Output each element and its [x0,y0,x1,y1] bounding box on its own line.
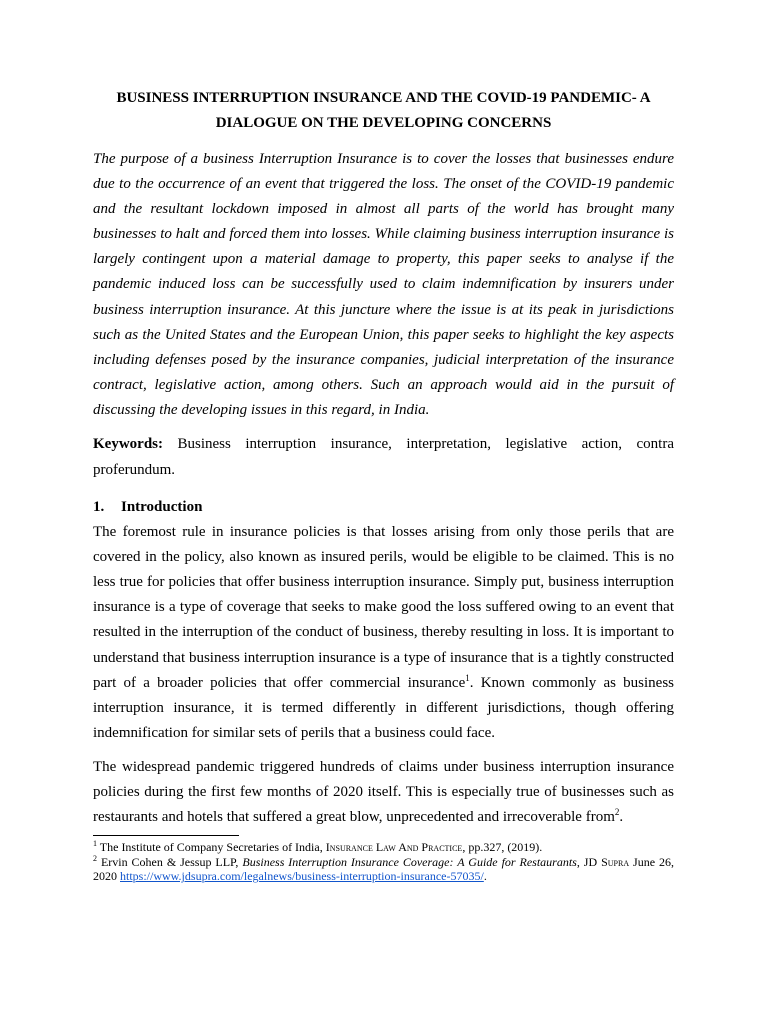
document-page [93,86,674,884]
footnote-text: , JD [576,854,602,869]
footnote-text: , pp.327, (2019). [462,840,543,855]
footnote-source: Supra [601,854,630,869]
abstract: The purpose of a business Interruption Insurance is to cover the losses that businesses endure due to the occurrence of an event that triggered the loss. The onset of the COVID-19 pandemic and the resultant lockdown imposed in almost all parts of the world has brought many businesses to halt and forced them into losses. While claiming business interruption insurance is largely contingent upon a material damage to property, this paper seeks to analyse if the pandemic induced loss can be successfully used to claim indemnification by insurers under business interruption insurance. At this juncture where the issue is at its peak in jurisdictions such as the United States and the European Union, this paper seeks to highlight the key aspects including defenses posed by the insurance companies, judicial interpretation of the insurance contract, legislative action, among others. Such an approach would aid in the pursuit of discussing the developing issues in this regard, in India. [93,151,674,418]
section-heading [93,495,674,520]
footnote-ref-2[interactable]: 2 [614,807,620,818]
footnote-1 [93,840,674,855]
footnote-ref-1[interactable]: 1 [465,672,470,683]
keywords-paragraph [93,432,674,483]
section-title: Introduction [121,499,203,516]
footnote-date: June 26, 2020 [93,854,674,884]
footnote-book-title: Insurance Law And Practice [325,840,463,855]
footnote-text: Ervin Cohen & Jessup LLP, [97,854,243,869]
intro-paragraph-1 [93,520,674,746]
footnote-text: The Institute of Company Secretaries of India, [97,840,326,855]
footnote-number: 1 [93,839,97,849]
section-number: 1. [93,499,105,516]
footnote-number: 2 [93,853,97,863]
footnote-2 [93,855,674,884]
paragraph-text: . [619,809,624,826]
keywords-text: Business interruption insurance, interpretation, legislative action, contra proferundum. [93,436,674,478]
paragraph-text: The foremost rule in insurance policies is that losses arising from only those perils that are covered in the policy, also known as insured perils, would be eligible to be claimed. This is no less true for policies that offer business interruption insurance. Simply put, business interruption insurance is a type of coverage that seeks to make good the loss suffered owing to an event that resulted in the interruption of the conduct of business, thereby resulting in loss. It is important to understand that business interruption insurance is a type of insurance that is a tightly constructed part of a broader policies that offer commercial insurance [93,524,674,691]
footnote-article-title: Business Interruption Insurance Coverage: A Guide for Restaurants [242,854,577,869]
footnote-text: . [483,869,487,884]
paragraph-text: . Known commonly as business interruption insurance, it is termed differently in different jurisdictions, though offering indemnification for similar sets of perils that a business could face. [93,674,674,741]
paper-title: BUSINESS INTERRUPTION INSURANCE AND THE COVID-19 PANDEMIC- A DIALOGUE ON THE DEVELOPING CONCERNS [116,90,651,131]
keywords-label: Keywords: [93,436,163,453]
intro-paragraph-2 [93,755,674,830]
footnote-divider [93,835,239,836]
paragraph-text: The widespread pandemic triggered hundreds of claims under business interruption insurance policies during the first few months of 2020 itself. This is especially true of businesses such as restaurants and hotels that suffered a great blow, unprecedented and irrecoverable from [93,758,674,826]
footnote-link[interactable]: https://www.jdsupra.com/legalnews/business-interruption-insurance-57035/ [120,869,484,884]
